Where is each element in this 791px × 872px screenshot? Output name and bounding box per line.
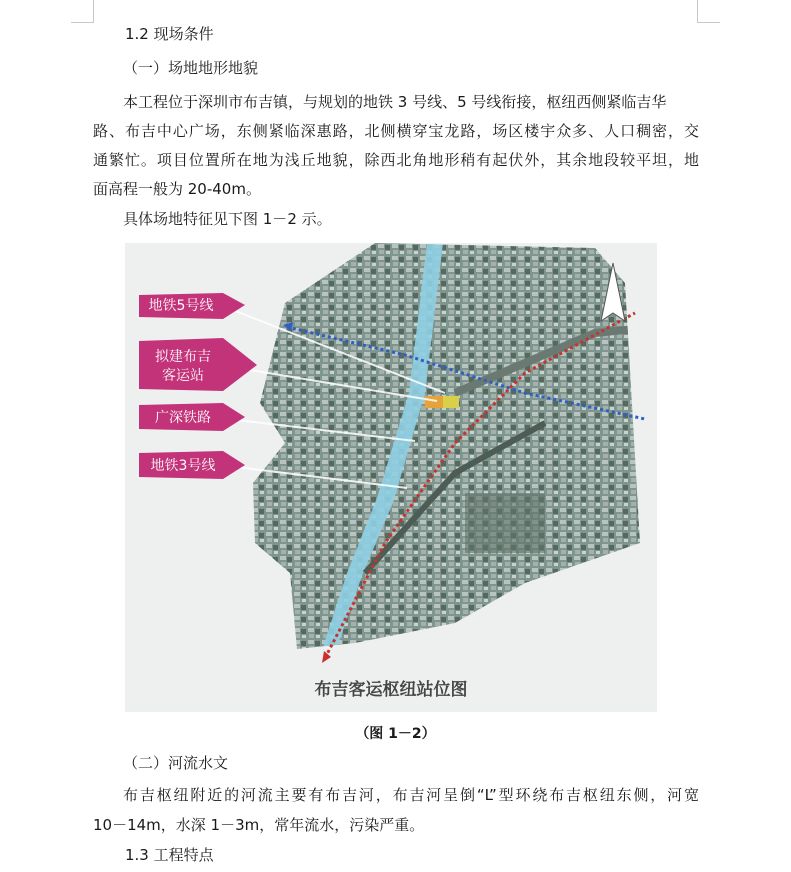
paragraph-line: 路、布吉中心广场，东侧紧临深惠路，北侧横穿宝龙路，场区楼宇众多、人口稠密，交 xyxy=(93,122,699,140)
crop-mark-top-right xyxy=(697,0,720,23)
paragraph-line: 面高程一般为 20-40m。 xyxy=(93,180,261,198)
label-station-line2: 客运站 xyxy=(162,368,204,384)
section-heading-1-2: 1.2 现场条件 xyxy=(125,25,214,43)
crop-mark-top-left xyxy=(71,0,94,23)
label-railway: 广深铁路 xyxy=(155,410,211,426)
site-location-figure xyxy=(125,243,657,712)
paragraph-line: 10－14m，水深 1－3m，常年流水，污染严重。 xyxy=(93,816,425,834)
label-metro-5: 地铁5号线 xyxy=(148,298,214,314)
paragraph-line: 本工程位于深圳市布吉镇，与规划的地铁 3 号线、5 号线衔接，枢纽西侧紧临吉华 xyxy=(123,93,667,111)
label-station-line1: 拟建布吉 xyxy=(155,349,211,365)
site-map-image xyxy=(125,243,657,712)
subsection-heading-hydrology: （二）河流水文 xyxy=(123,754,229,772)
section-heading-1-3: 1.3 工程特点 xyxy=(125,846,214,864)
paragraph-line: 布吉枢纽附近的河流主要有布吉河，布吉河呈倒“L”型环绕布吉枢纽东侧，河宽 xyxy=(123,786,699,804)
paragraph-line: 通繁忙。项目位置所在地为浅丘地貌，除西北角地形稍有起伏外，其余地段较平坦，地 xyxy=(93,151,699,169)
figure-bottom-title: 布吉客运枢纽站位图 xyxy=(314,680,468,700)
subsection-heading-terrain: （一）场地地形地貌 xyxy=(123,59,259,77)
figure-caption: （图 1－2） xyxy=(355,726,436,742)
figure-reference-text: 具体场地特征见下图 1－2 示。 xyxy=(123,210,332,228)
label-metro-3: 地铁3号线 xyxy=(150,458,216,474)
